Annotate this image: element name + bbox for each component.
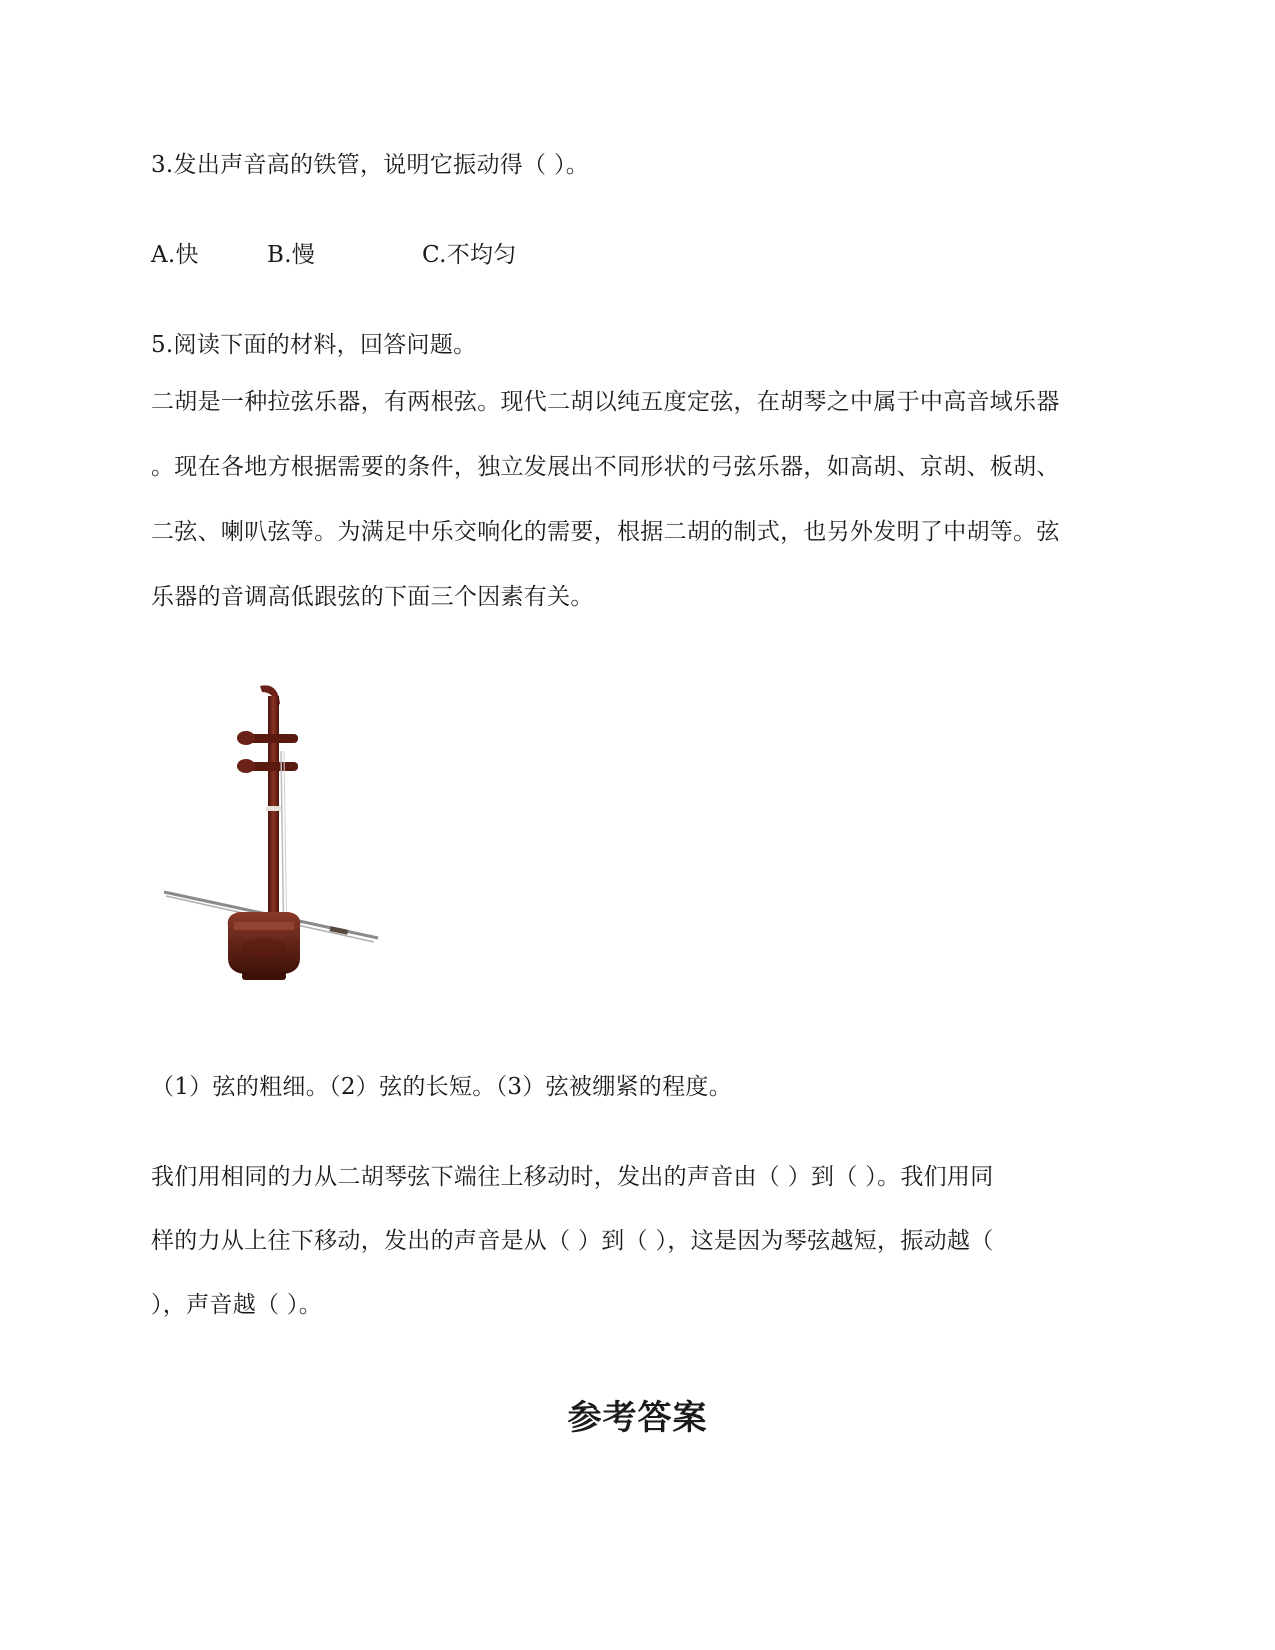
erhu-qianjin — [266, 806, 281, 811]
erhu-resonator-band — [234, 922, 294, 930]
erhu-peg-knob-lower — [237, 759, 255, 773]
option-b[interactable]: B.慢 — [267, 242, 316, 268]
question-5-stem: 5.阅读下面的材料，回答问题。 — [151, 332, 477, 358]
answer-section-title: 参考答案 — [567, 1398, 708, 1438]
fill-in-blank — [151, 1162, 1131, 1354]
fill-line: ），声音越（ ）。 — [151, 1292, 323, 1318]
erhu-illustration — [160, 676, 400, 1016]
reading-material — [151, 387, 1131, 647]
reading-line: 二胡是一种拉弦乐器，有两根弦。现代二胡以纯五度定弦，在胡琴之中属于中高音域乐器 — [151, 389, 1060, 415]
reading-line: 乐器的音调高低跟弦的下面三个因素有关。 — [151, 584, 594, 610]
option-c[interactable]: C.不均匀 — [422, 242, 517, 268]
fill-line: 样的力从上往下移动，发出的声音是从（ ）到（ ），这是因为琴弦越短，振动越（ — [151, 1228, 994, 1254]
three-factors: （1）弦的粗细。（2）弦的长短。（3）弦被绷紧的程度。 — [151, 1074, 732, 1100]
erhu-resonator-carving — [242, 938, 286, 958]
erhu-icon — [160, 676, 400, 1016]
reading-line: 。现在各地方根据需要的条件，独立发展出不同形状的弓弦乐器，如高胡、京胡、板胡、 — [151, 454, 1060, 480]
option-a[interactable]: A.快 — [151, 242, 199, 268]
question-3-stem: 3.发出声音高的铁管，说明它振动得（ ）。 — [151, 152, 590, 178]
reading-line: 二弦、喇叭弦等。为满足中乐交响化的需要，根据二胡的制式，也另外发明了中胡等。弦 — [151, 519, 1060, 545]
fill-line: 我们用相同的力从二胡琴弦下端往上移动时，发出的声音由（ ）到（ ）。我们用同 — [151, 1164, 994, 1190]
erhu-base — [242, 972, 286, 980]
erhu-peg-knob-upper — [237, 731, 255, 745]
